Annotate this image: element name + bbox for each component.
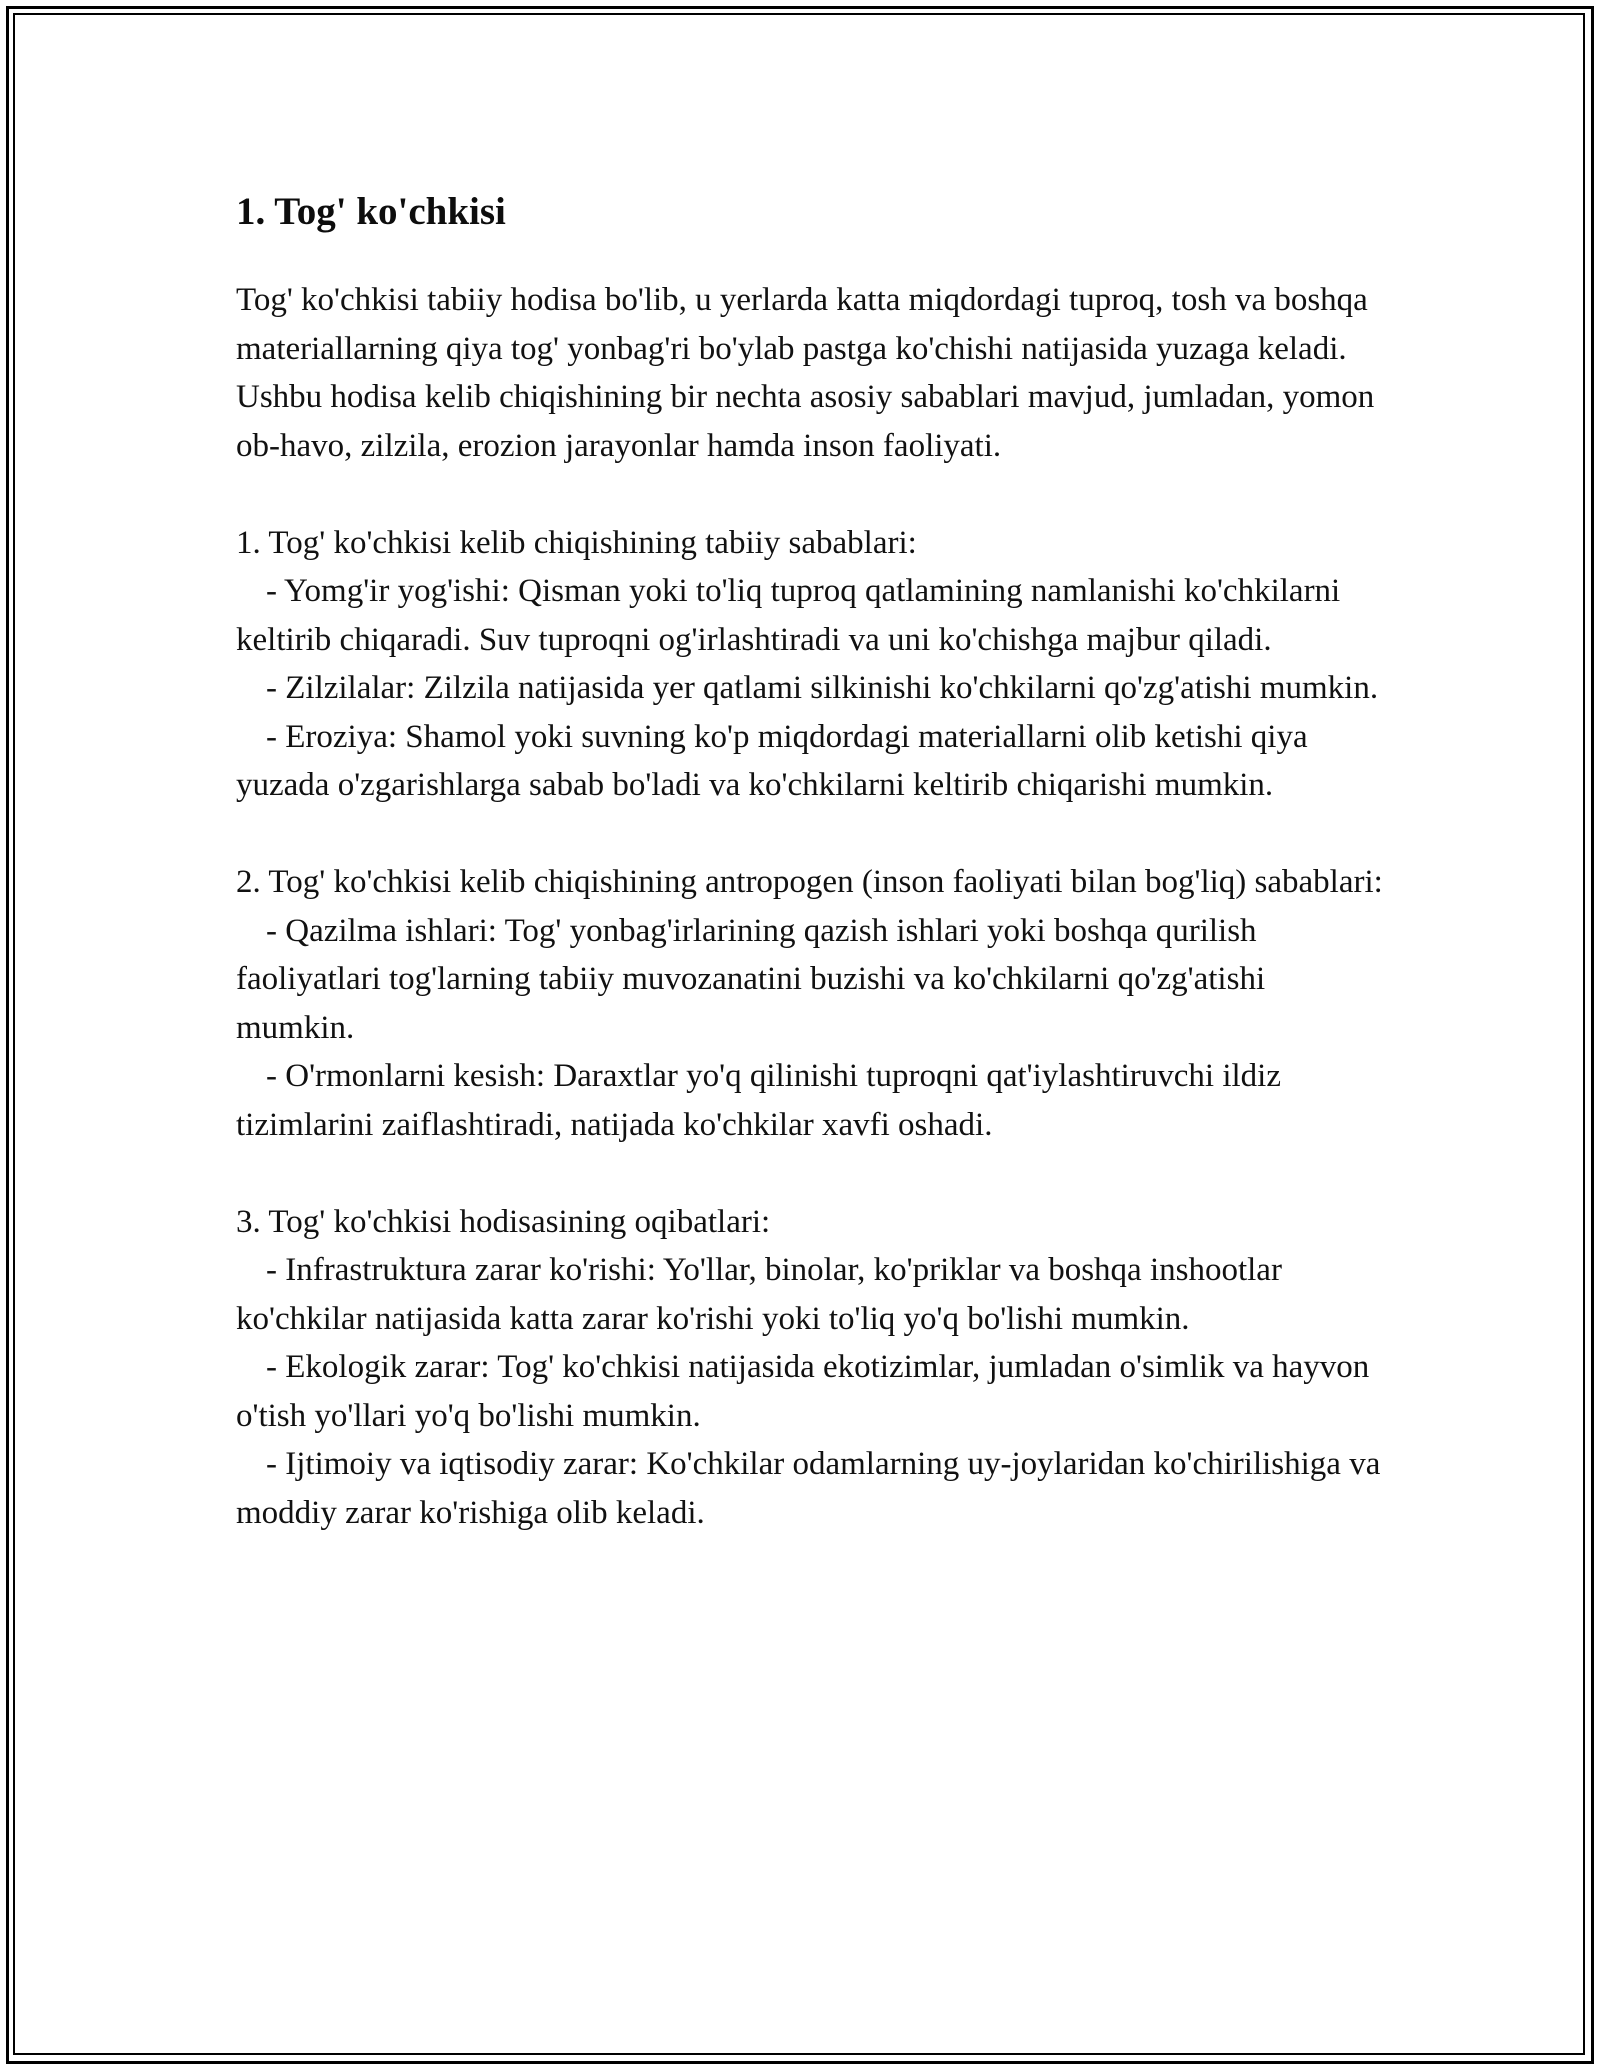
section-heading: 3. Tog' ko'chkisi hodisasining oqibatlari: bbox=[236, 1203, 771, 1240]
section-anthropogenic-causes bbox=[236, 858, 1386, 1149]
spacer bbox=[236, 470, 1386, 519]
intro-paragraph: Tog' ko'chkisi tabiiy hodisa bo'lib, u yerlarda katta miqdordagi tuproq, tosh va boshqa materiallarning qiya tog' yonbag'ri bo'ylab pastga ko'chishi natijasida yuzaga keladi. Ushbu hodisa kelib chiqishining bir nechta asosiy sabablari mavjud, jumladan, yomon ob-havo, zilzila, erozion jarayonlar hamda inson faoliyati. bbox=[236, 282, 1375, 464]
spacer bbox=[236, 810, 1386, 859]
section-consequences bbox=[236, 1198, 1386, 1538]
document-title: 1. Tog' ko'chkisi bbox=[236, 190, 506, 233]
document-body bbox=[236, 186, 1386, 1537]
list-item: - Zilzilalar: Zilzila natijasida yer qatlami silkinishi ko'chkilarni qo'zg'atishi mumkin. bbox=[266, 670, 1379, 706]
list-item: - Infrastruktura zarar ko'rishi: Yo'llar, binolar, ko'priklar va boshqa inshootlar ko'chkilar natijasida katta zarar ko'rishi yoki to'liq yo'q bo'lishi mumkin. bbox=[236, 1252, 1282, 1337]
list-item: - O'rmonlarni kesish: Daraxtlar yo'q qilinishi tuproqni qat'iylashtiruvchi ildiz tizimlarini zaiflashtiradi, natijada ko'chkilar xavfi oshadi. bbox=[236, 1058, 1281, 1143]
list-item: - Eroziya: Shamol yoki suvning ko'p miqdordagi materiallarni olib ketishi qiya yuzada o'zgarishlarga sabab bo'ladi va ko'chkilarni keltirib chiqarishi mumkin. bbox=[236, 718, 1308, 803]
list-item: - Ijtimoiy va iqtisodiy zarar: Ko'chkilar odamlarning uy-joylaridan ko'chirilishiga va moddiy zarar ko'rishiga olib keladi. bbox=[236, 1446, 1381, 1531]
section-natural-causes bbox=[236, 519, 1386, 810]
section-heading: 1. Tog' ko'chkisi kelib chiqishining tabiiy sabablari: bbox=[236, 524, 917, 561]
list-item: - Ekologik zarar: Tog' ko'chkisi natijasida ekotizimlar, jumladan o'simlik va hayvon o'tish yo'llari yo'q bo'lishi mumkin. bbox=[236, 1349, 1370, 1434]
section-heading: 2. Tog' ko'chkisi kelib chiqishining antropogen (inson faoliyati bilan bog'liq) sabablari: bbox=[236, 864, 1383, 900]
list-item: - Yomg'ir yog'ishi: Qisman yoki to'liq tuproq qatlamining namlanishi ko'chkilarni keltirib chiqaradi. Suv tuproqni og'irlashtiradi va uni ko'chishga majbur qiladi. bbox=[236, 573, 1341, 658]
list-item: - Qazilma ishlari: Tog' yonbag'irlarining qazish ishlari yoki boshqa qurilish faoliyatlari tog'larning tabiiy muvozanatini buzishi va ko'chkilarni qo'zg'atishi mumkin. bbox=[236, 912, 1266, 1046]
spacer bbox=[236, 1149, 1386, 1198]
